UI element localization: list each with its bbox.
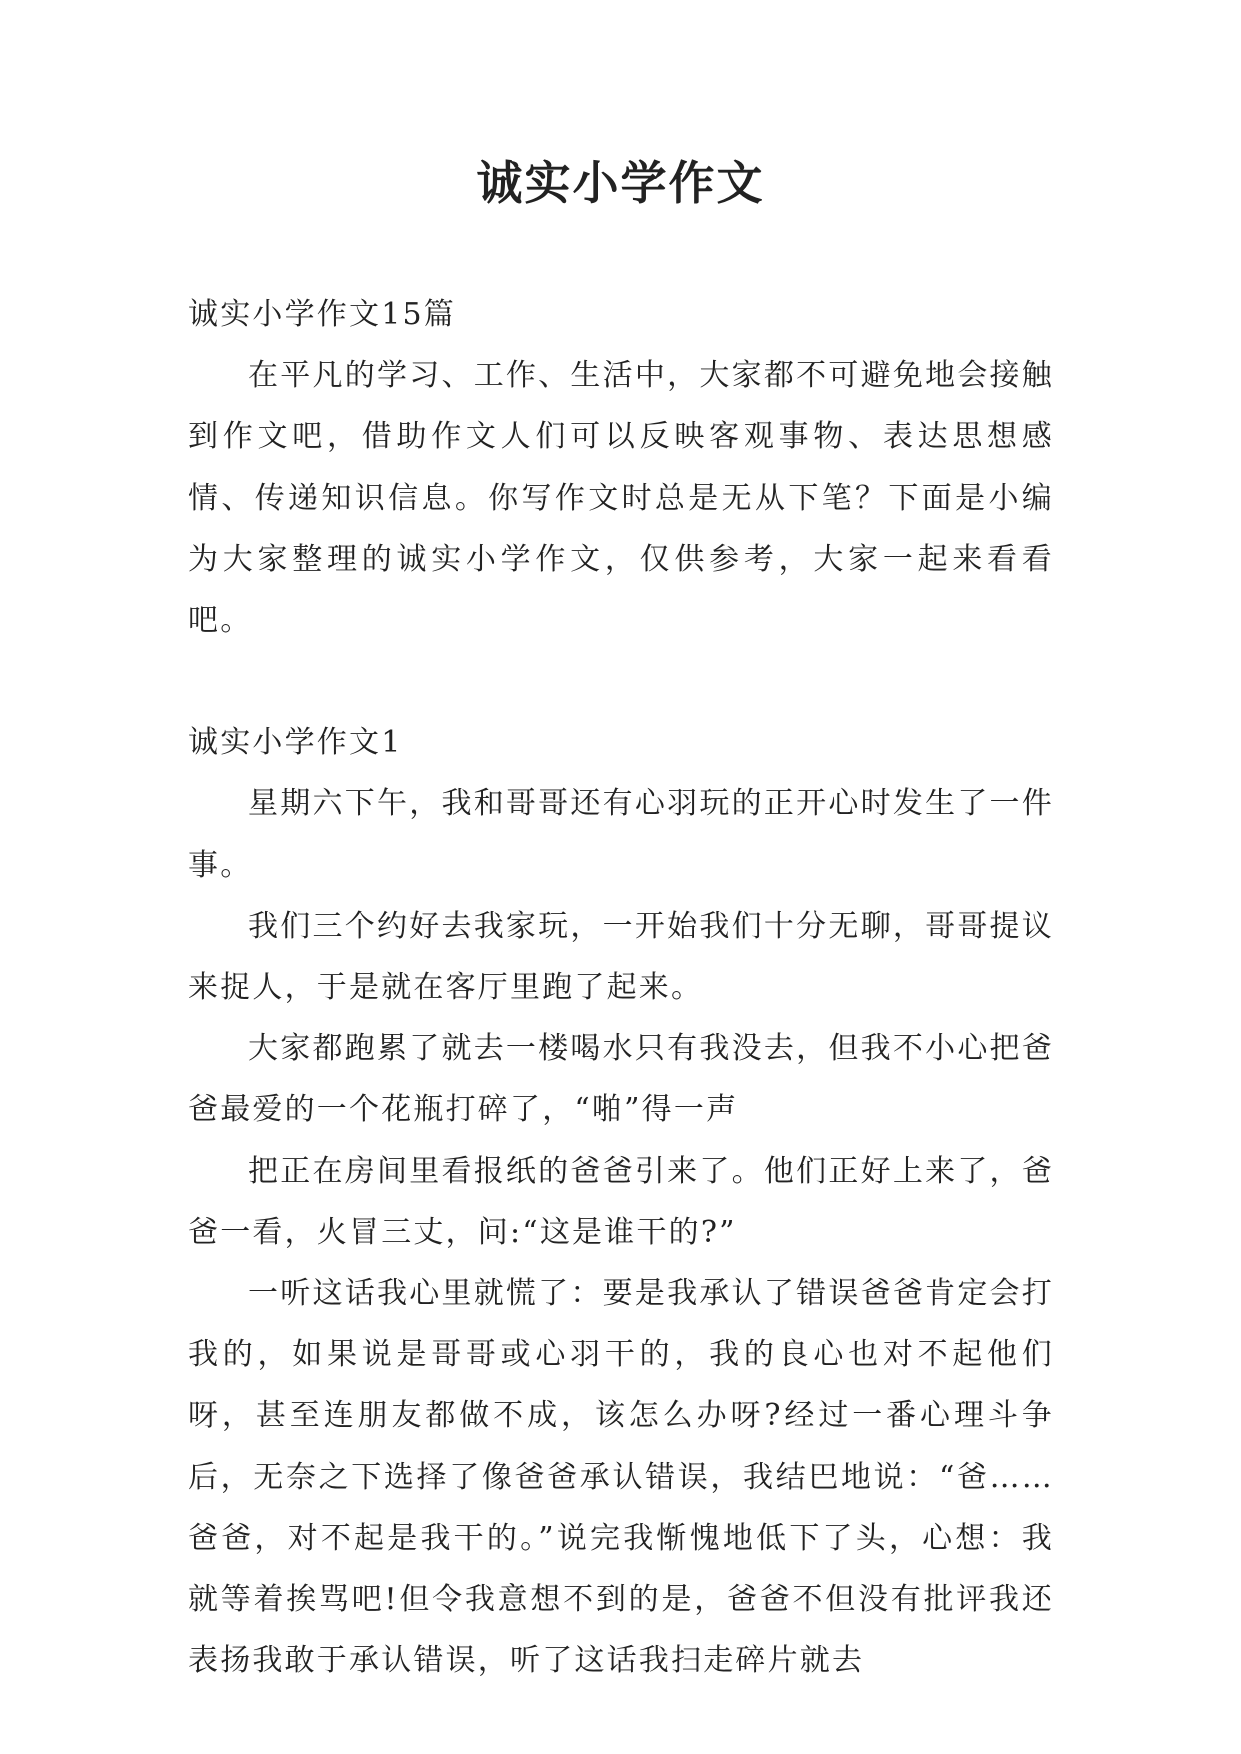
body-paragraph: 把正在房间里看报纸的爸爸引来了。他们正好上来了，爸爸一看，火冒三丈，问:“这是谁干的?” bbox=[188, 1153, 1054, 1250]
body-paragraph: 星期六下午，我和哥哥还有心羽玩的正开心时发生了一件事。 bbox=[188, 786, 1054, 883]
intro-paragraph: 在平凡的学习、工作、生活中，大家都不可避免地会接触到作文吧，借助作文人们可以反映客观事物、表达思想感情、传递知识信息。你写作文时总是无从下笔？下面是小编为大家整理的诚实小学作文，仅供参考，大家一起来看看吧。 bbox=[188, 358, 1054, 639]
section-heading: 诚实小学作文1 bbox=[188, 725, 403, 761]
body-paragraph: 大家都跑累了就去一楼喝水只有我没去，但我不小心把爸爸最爱的一个花瓶打碎了，“啪”得一声 bbox=[188, 1031, 1054, 1128]
document-body bbox=[188, 284, 1054, 1691]
document-title: 诚实小学作文 bbox=[476, 156, 765, 210]
section-spacer bbox=[188, 651, 1054, 712]
body-paragraph: 一听这话我心里就慌了：要是我承认了错误爸爸肯定会打我的，如果说是哥哥或心羽干的，我的良心也对不起他们呀，甚至连朋友都做不成，该怎么办呀?经过一番心理斗争后，无奈之下选择了像爸爸承认错误，我结巴地说：“爸……爸爸，对不起是我干的。”说完我惭愧地低下了头，心想：我就等着挨骂吧!但令我意想不到的是，爸爸不但没有批评我还表扬我敢于承认错误，听了这话我扫走碎片就去 bbox=[188, 1276, 1054, 1679]
document-subtitle: 诚实小学作文15篇 bbox=[188, 297, 456, 332]
body-paragraph: 我们三个约好去我家玩，一开始我们十分无聊，哥哥提议来捉人，于是就在客厅里跑了起来。 bbox=[188, 908, 1054, 1006]
